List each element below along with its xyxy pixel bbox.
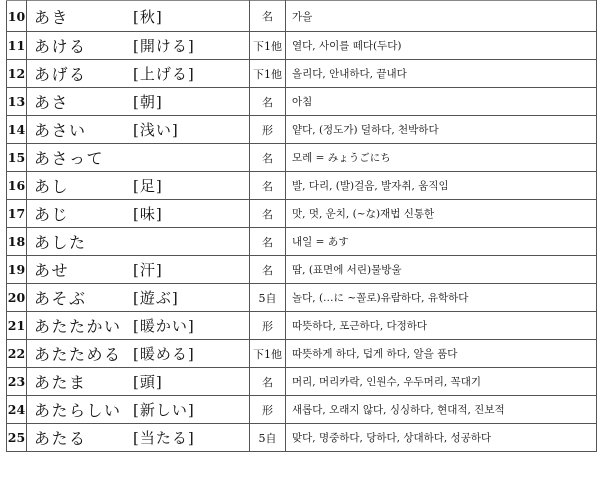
entry-number: 18 [7, 228, 27, 256]
entry-meaning: 모레 = みょうごにち [286, 144, 597, 172]
entry-part-of-speech: 下1他 [250, 32, 286, 60]
entry-reading: あたたかい [34, 317, 122, 336]
entry-part-of-speech: 5自 [250, 284, 286, 312]
entry-number: 21 [7, 312, 27, 340]
entry-part-of-speech: 名 [250, 144, 286, 172]
entry-reading: あげる [34, 65, 87, 84]
entry-kanji: [足] [133, 177, 163, 195]
entry-number: 16 [7, 172, 27, 200]
entry-kanji: [汗] [133, 261, 163, 279]
table-row [7, 396, 597, 424]
entry-kanji: [頭] [133, 373, 163, 391]
entry-number: 23 [7, 368, 27, 396]
entry-part-of-speech: 形 [250, 312, 286, 340]
entry-kanji: [浅い] [133, 121, 179, 139]
entry-part-of-speech: 形 [250, 116, 286, 144]
entry-word-cell [27, 340, 250, 368]
entry-number: 12 [7, 60, 27, 88]
entry-word-cell [27, 424, 250, 452]
entry-part-of-speech: 名 [250, 88, 286, 116]
entry-kanji: [開ける] [133, 37, 195, 55]
entry-meaning: 맛, 멋, 운치, (~な)재법 신통한 [286, 200, 597, 228]
entry-word-cell [27, 256, 250, 284]
entry-meaning: 가을 [286, 1, 597, 32]
entry-part-of-speech: 下1他 [250, 60, 286, 88]
vocabulary-table [6, 0, 597, 452]
entry-part-of-speech: 名 [250, 228, 286, 256]
table-row [7, 32, 597, 60]
entry-part-of-speech: 名 [250, 1, 286, 32]
entry-kanji: [暖かい] [133, 317, 195, 335]
entry-meaning: 내일 = あす [286, 228, 597, 256]
entry-number: 19 [7, 256, 27, 284]
table-row [7, 200, 597, 228]
entry-kanji: [上げる] [133, 65, 195, 83]
entry-part-of-speech: 名 [250, 172, 286, 200]
vocabulary-rows [7, 1, 597, 452]
entry-reading: あたる [34, 429, 87, 448]
entry-word-cell [27, 88, 250, 116]
entry-kanji: [味] [133, 205, 163, 223]
entry-kanji: [新しい] [133, 401, 195, 419]
entry-word-cell [27, 200, 250, 228]
entry-number: 13 [7, 88, 27, 116]
entry-word-cell [27, 116, 250, 144]
entry-word-cell [27, 312, 250, 340]
entry-part-of-speech: 5自 [250, 424, 286, 452]
entry-reading: あじ [34, 205, 70, 224]
table-row [7, 228, 597, 256]
entry-reading: あさ [34, 93, 70, 112]
table-row [7, 144, 597, 172]
entry-reading: あそぶ [34, 289, 87, 308]
entry-kanji: [朝] [133, 93, 163, 111]
entry-reading: あさい [34, 121, 87, 140]
entry-reading: あき [34, 7, 70, 27]
entry-word-cell [27, 144, 250, 172]
entry-meaning: 따뜻하다, 포근하다, 다정하다 [286, 312, 597, 340]
entry-word-cell [27, 60, 250, 88]
entry-meaning: 놀다, (…に ~꼴로)유람하다, 유학하다 [286, 284, 597, 312]
entry-meaning: 머리, 머리카락, 인원수, 우두머리, 꼭대기 [286, 368, 597, 396]
entry-word-cell [27, 1, 250, 32]
entry-reading: あさって [34, 149, 105, 168]
table-row [7, 256, 597, 284]
entry-word-cell [27, 368, 250, 396]
entry-kanji: [秋] [133, 7, 163, 26]
entry-word-cell [27, 32, 250, 60]
entry-number: 25 [7, 424, 27, 452]
table-row [7, 368, 597, 396]
entry-part-of-speech: 下1他 [250, 340, 286, 368]
table-row [7, 284, 597, 312]
entry-part-of-speech: 形 [250, 396, 286, 424]
table-row [7, 172, 597, 200]
entry-number: 10 [7, 1, 27, 32]
entry-kanji: [遊ぶ] [133, 289, 179, 307]
table-row [7, 340, 597, 368]
entry-reading: あし [34, 177, 70, 196]
entry-number: 24 [7, 396, 27, 424]
entry-number: 20 [7, 284, 27, 312]
entry-number: 14 [7, 116, 27, 144]
table-row [7, 424, 597, 452]
entry-reading: あける [34, 37, 87, 56]
entry-meaning: 올리다, 안내하다, 끝내다 [286, 60, 597, 88]
entry-kanji: [当たる] [133, 429, 195, 447]
entry-reading: あたためる [34, 345, 122, 364]
entry-word-cell [27, 396, 250, 424]
entry-word-cell [27, 172, 250, 200]
entry-kanji: [暖める] [133, 345, 195, 363]
entry-meaning: 얕다, (정도가) 덜하다, 천박하다 [286, 116, 597, 144]
entry-reading: あたらしい [34, 401, 122, 420]
entry-word-cell [27, 228, 250, 256]
entry-meaning: 따뜻하게 하다, 덥게 하다, 알을 품다 [286, 340, 597, 368]
table-row [7, 60, 597, 88]
entry-meaning: 땀, (표면에 서린)물방울 [286, 256, 597, 284]
entry-number: 17 [7, 200, 27, 228]
entry-meaning: 발, 다리, (발)걸음, 발자취, 움직임 [286, 172, 597, 200]
entry-number: 15 [7, 144, 27, 172]
entry-meaning: 새롭다, 오래지 않다, 싱싱하다, 현대적, 진보적 [286, 396, 597, 424]
entry-meaning: 맞다, 명중하다, 당하다, 상대하다, 성공하다 [286, 424, 597, 452]
entry-meaning: 열다, 사이를 떼다(두다) [286, 32, 597, 60]
table-row [7, 1, 597, 32]
table-row [7, 88, 597, 116]
entry-part-of-speech: 名 [250, 200, 286, 228]
entry-reading: あせ [34, 261, 70, 280]
table-row [7, 312, 597, 340]
entry-meaning: 아침 [286, 88, 597, 116]
entry-reading: あした [34, 233, 87, 252]
entry-word-cell [27, 284, 250, 312]
table-row [7, 116, 597, 144]
entry-reading: あたま [34, 373, 87, 392]
entry-part-of-speech: 名 [250, 256, 286, 284]
entry-number: 11 [7, 32, 27, 60]
entry-number: 22 [7, 340, 27, 368]
entry-part-of-speech: 名 [250, 368, 286, 396]
